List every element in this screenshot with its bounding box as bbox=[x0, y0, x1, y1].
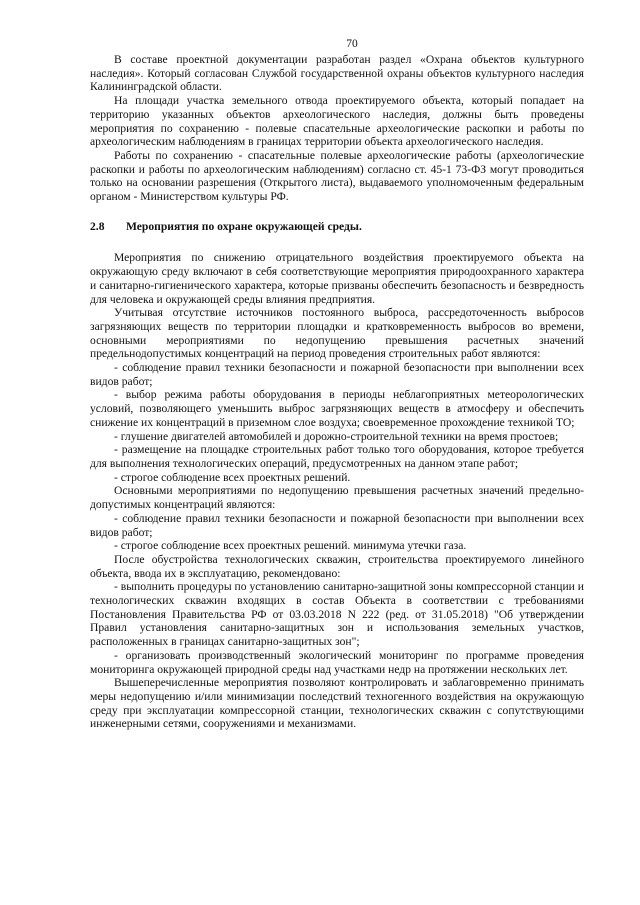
list-item: - соблюдение правил техники безопасности и пожарной безопасности при выполнении всех видов работ; bbox=[90, 511, 584, 539]
list-item: - выполнить процедуры по установлению санитарно-защитной зоны компрессорной станции и технологических скважин входящих в состав Объекта в соответствии с требованиями Постановления Правительства РФ от 03.03.2018 N 222 (ред. от 31.05.2018) "Об утверждении Правил установления санитарно-защитных зон и использования земельных участков, расположенных в границах санитарно-защитных зон"; bbox=[90, 580, 584, 649]
list-item: - строгое соблюдение всех проектных решений. минимума утечки газа. bbox=[114, 539, 467, 553]
paragraph: На площади участка земельного отвода проектируемого объекта, который попадает на территорию указанных объектов археологического наследия, должны быть проведены мероприятия по сохранению - полевые спасательные археологические раскопки и работы по археологическим наблюдениям в границах территории объекта археологического наследия. bbox=[90, 94, 584, 149]
section-heading bbox=[90, 220, 584, 234]
paragraph: Работы по сохранению - спасательные полевые археологические работы (археологические раскопки и работы по археологическим наблюдениям) согласно ст. 45-1 73-ФЗ могут проводиться только на основании разрешения (Открытого листа), выдаваемого уполномоченным федеральным органом - Министерством культуры РФ. bbox=[90, 148, 584, 204]
list-item: - строгое соблюдение всех проектных решений. bbox=[114, 470, 351, 484]
list-item: - организовать производственный экологический мониторинг по программе проведения мониторинга окружающей природной среды над участками недр на протяжении нескольких лет. bbox=[90, 648, 584, 676]
page-number: 70 bbox=[346, 38, 358, 50]
section-title: Мероприятия по охране окружающей среды. bbox=[126, 219, 362, 233]
paragraph: Вышеперечисленные мероприятия позволяют контролировать и заблаговременно принимать меры недопущению и/или минимизации последствий техногенного воздействия на окружающую среду при эксплуатации компрессорной станции, технологических скважин с сопутствующими инженерными сетями, сооружениями и механизмами. bbox=[90, 676, 584, 731]
paragraph: В составе проектной документации разработан раздел «Охрана объектов культурного наследия». Который согласован Службой государственной охраны объектов культурного наследия Калининградской области. bbox=[90, 53, 584, 94]
list-item: - размещение на площадке строительных работ только того оборудования, которое требуется для выполнения технологических операций, предусмотренных на данном этапе работ; bbox=[90, 443, 584, 470]
paragraph: Основными мероприятиями по недопущению превышения расчетных значений предельно-допустимых концентраций являются: bbox=[90, 484, 584, 512]
paragraph: Мероприятия по снижению отрицательного воздействия проектируемого объекта на окружающую среду включают в себя соответствующие мероприятия природоохранного характера и санитарно-гигиенического характера, которые призваны обеспечить безопасность и безвредность для человека и окружающей среды влияния предприятия. bbox=[90, 251, 584, 306]
list-item: - соблюдение правил техники безопасности и пожарной безопасности при выполнении всех видов работ; bbox=[90, 361, 584, 388]
list-item: - выбор режима работы оборудования в периоды неблагоприятных метеорологических условий, позволяющего уменьшить выброс загрязняющих веществ в атмосферу и обеспечить снижение их концентраций в приземном слое воздуха; своевременное прохождение техникой ТО; bbox=[90, 388, 584, 429]
section-number: 2.8 bbox=[90, 219, 105, 233]
paragraph: Учитывая отсутствие источников постоянного выброса, рассредоточенность выбросов загрязняющих веществ по территории площадки и кратковременность выбросов во времени, основными мероприятиями по недопущению превышения расчетных значений предельнодопустимых концентраций на период проведения строительных работ являются: bbox=[90, 306, 584, 361]
paragraph: После обустройства технологических скважин, строительства проектируемого линейного объекта, ввода их в эксплуатацию, рекомендовано: bbox=[90, 552, 584, 580]
list-item: - глушение двигателей автомобилей и дорожно-строительной техники на время простоев; bbox=[114, 429, 559, 443]
